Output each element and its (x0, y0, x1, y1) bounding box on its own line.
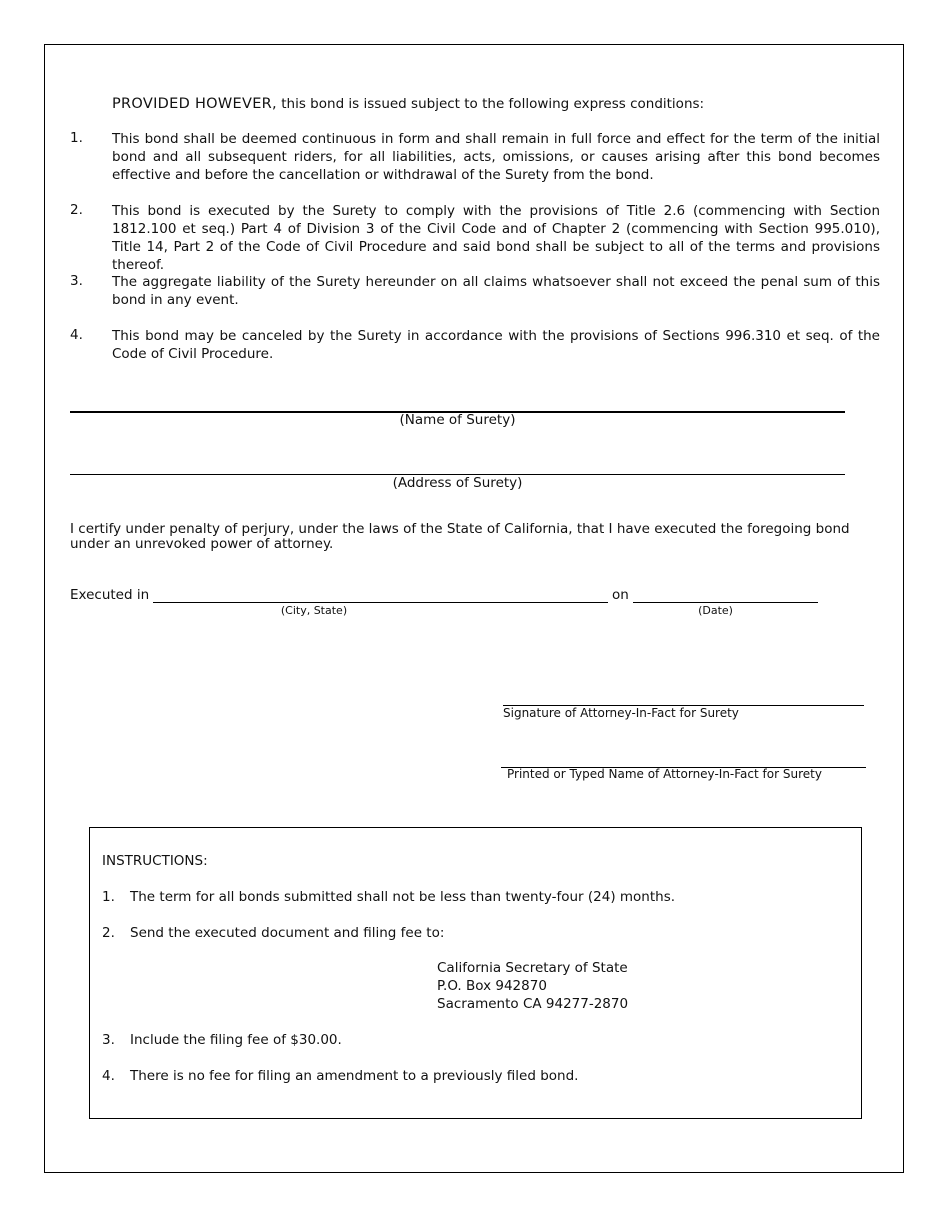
condition-number: 4. (70, 327, 83, 343)
instructions-heading: INSTRUCTIONS: (102, 853, 208, 869)
condition-number: 3. (70, 273, 83, 289)
surety-address-label: (Address of Surety) (392, 475, 523, 491)
address-line-3: Sacramento CA 94277-2870 (437, 996, 629, 1012)
address-line-2: P.O. Box 942870 (437, 978, 547, 994)
instruction-text: The term for all bonds submitted shall not be less than twenty-four (24) months. (130, 889, 676, 905)
instruction-number: 4. (102, 1068, 115, 1084)
instruction-number: 1. (102, 889, 115, 905)
condition-text: This bond shall be deemed continuous in form and shall remain in full force and effect for the term of the initial bond and all subsequent riders, for all liabilities, acts, omissions, or causes arising after this bond becomes effective and before the cancellation or withdrawal of the Surety from the bond. (112, 131, 880, 183)
city-state-label: (City, State) (280, 604, 348, 617)
intro-line (112, 93, 704, 112)
date-label: (Date) (698, 604, 733, 617)
printed-name-label: Printed or Typed Name of Attorney-In-Fact for Surety (507, 767, 822, 781)
condition-number: 2. (70, 202, 83, 218)
condition-text: The aggregate liability of the Surety hereunder on all claims whatsoever shall not exceed the penal sum of this bond in any event. (112, 274, 880, 308)
intro-rest: this bond is issued subject to the following express conditions: (276, 96, 705, 112)
condition-text: This bond is executed by the Surety to comply with the provisions of Title 2.6 (commencing with Section 1812.100 et seq.) Part 4 of Division 3 of the Civil Code and of Chapter 2 (commencing with Section 995.010), Title 14, Part 2 of the Code of Civil Procedure and said bond shall be subject to all of the terms and provisions thereof. (112, 203, 880, 273)
intro-lead: PROVIDED HOWEVER, (112, 96, 277, 112)
instruction-number: 2. (102, 925, 115, 941)
condition-text: This bond may be canceled by the Surety in accordance with the provisions of Sections 996.310 et seq. of the Code of Civil Procedure. (112, 328, 880, 362)
address-line-1: California Secretary of State (437, 960, 628, 976)
city-state-line[interactable] (153, 602, 608, 603)
instruction-number: 3. (102, 1032, 115, 1048)
instruction-text: Send the executed document and filing fee to: (130, 925, 445, 941)
instruction-text: There is no fee for filing an amendment to a previously filed bond. (130, 1068, 579, 1084)
mailing-address (437, 959, 628, 1013)
surety-name-label: (Name of Surety) (399, 412, 516, 428)
certification-text: I certify under penalty of perjury, under the laws of the State of California, that I have executed the foregoing bond under an unrevoked power of attorney. (70, 521, 850, 552)
signature-label: Signature of Attorney-In-Fact for Surety (503, 706, 739, 720)
condition-number: 1. (70, 130, 83, 146)
date-line[interactable] (633, 602, 818, 603)
executed-in-label: Executed in (70, 587, 150, 603)
instruction-text: Include the filing fee of $30.00. (130, 1032, 342, 1048)
on-label: on (612, 587, 629, 603)
